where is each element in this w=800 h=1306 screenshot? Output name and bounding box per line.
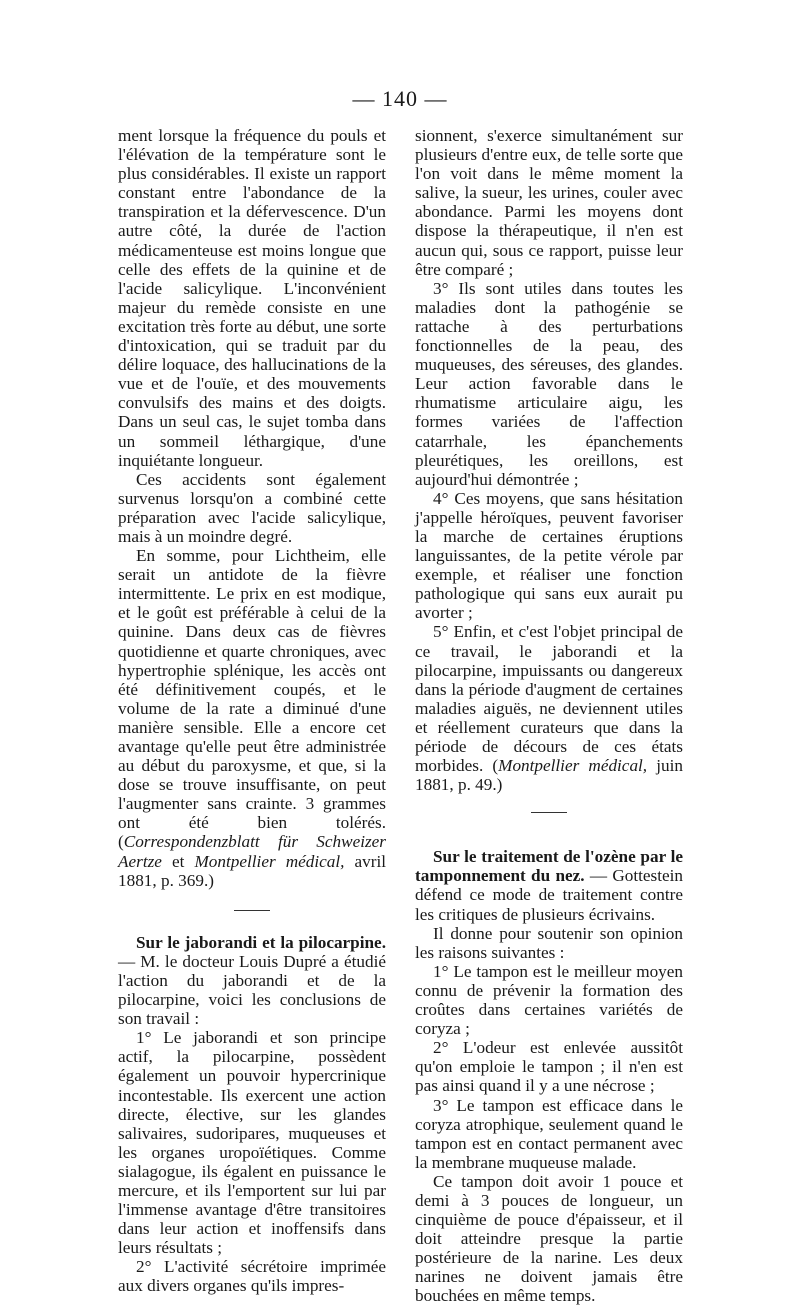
- paragraph-text: juin 1881, p. 49.): [415, 756, 683, 795]
- paragraph-text: — M. le docteur Louis Dupré a étudié l'action du jaborandi et de la pilocarpine, voici les conclusions de son travail :: [118, 951, 386, 1029]
- section-divider: [234, 910, 270, 911]
- paragraph: ment lorsque la fréquence du pouls et l'élévation de la température sont le plus considérables. Il existe un rapport constant entre l'abondance de la transpiration et la défervescence. D'un autre côté, la durée de l'action médicamenteuse est moins longue que celle des effets de la quinine et de l'acide salicylique. L'inconvénient majeur du remède consiste en une excitation très forte au début, une sorte d'intoxication, qui se traduit par du délire loquace, des hallucinations de la vue et de l'ouïe, et des mouvements convulsifs des mains et des doigts. Dans un seul cas, le sujet tomba dans un sommeil léthargique, d'une inquiétante longueur.: [118, 126, 386, 470]
- paragraph: Il donne pour soutenir son opinion les raisons suivantes :: [415, 923, 683, 962]
- paragraph: [415, 622, 683, 794]
- section-divider: [531, 812, 567, 813]
- article-paragraph: [118, 933, 386, 1028]
- right-column: [415, 126, 683, 1306]
- paragraph: Ce tampon doit avoir 1 pouce et demi à 3 pouces de longueur, un cinquième de pouce d'épaisseur, et il doit atteindre presque la partie postérieure de la narine. Les deux narines ne doivent jamais être bouchées en même temps.: [415, 1171, 683, 1306]
- article-heading: Sur le jaborandi et la pilocarpine.: [136, 932, 386, 952]
- paragraph-text: et: [161, 851, 195, 871]
- paragraph: 3° Ils sont utiles dans toutes les maladies dont la pathogénie se rattache à des perturbations fonctionnelles de la peau, des muqueuses, des séreuses, des glandes. Leur action favorable dans le rhumatisme articulaire aigu, les formes variées de l'affection catarrhale, les épanchements pleurétiques, les oreillons, est aujourd'hui démontrée ;: [415, 278, 683, 489]
- paragraph: [118, 546, 386, 890]
- paragraph: 1° Le tampon est le meilleur moyen connu de prévenir la formation des croûtes dans certaines variétés de coryza ;: [415, 961, 683, 1039]
- paragraph-text: avril 1881, p. 369.): [118, 851, 386, 890]
- paragraph: sionnent, s'exerce simultanément sur plusieurs d'entre eux, de telle sorte que l'on voit dans le même moment la salive, la sueur, les urines, couler avec abondance. Parmi les moyens dont dispose la thérapeutique, il n'en est aucun qui, sous ce rapport, puisse leur être comparé ;: [415, 126, 683, 279]
- article-heading: Sur le traitement de l'ozène par le tamponnement du nez.: [415, 847, 683, 886]
- paragraph: 2° L'odeur est enlevée aussitôt qu'on emploie le tampon ; il n'en est pas ainsi quand il y a une nécrose ;: [415, 1038, 683, 1096]
- paragraph-text: En somme, pour Lichtheim, elle serait un antidote de la fièvre intermittente. Le prix en est modique, et le goût est préférable à celui de la quinine. Dans deux cas de fièvres quotidienne et quarte chroniques, avec hypertrophie splénique, les accès ont été définitivement coupés, et le volume de la rate a diminué d'une manière sensible. Elle a encore cet avantage qu'elle peut être administrée au début du paroxysme, et que, si la dose se trouve insuffisante, on peut l'augmenter sans crainte. 3 grammes ont été bien tolérés. (: [118, 546, 386, 852]
- source-citation: Correspondenzblatt für Schweizer Aertze: [118, 832, 386, 871]
- source-citation: Montpellier médical,: [194, 851, 345, 871]
- paragraph: 3° Le tampon est efficace dans le coryza atrophique, seulement quand le tampon est en contact permanent avec la membrane muqueuse malade.: [415, 1095, 683, 1172]
- paragraph-text: 5° Enfin, et c'est l'objet principal de ce travail, le jaborandi et la pilocarpine, impuissants ou dangereux dans la période d'augment de certaines maladies aiguës, ne deviennent utiles et réellement curateurs que dans la période de décours de ces états morbides. (: [415, 622, 683, 776]
- paragraph: Ces accidents sont également survenus lorsqu'on a combiné cette préparation avec l'acide salicylique, mais à un moindre degré.: [118, 469, 386, 546]
- left-column: [118, 126, 386, 1296]
- source-citation: Montpellier médical,: [498, 756, 648, 776]
- paragraph-text: — Gottestein défend ce mode de traitement contre les critiques de plusieurs écrivains.: [415, 866, 683, 924]
- article-paragraph: [415, 847, 683, 923]
- paragraph: 2° L'activité sécrétoire imprimée aux divers organes qu'ils impres-: [118, 1257, 386, 1296]
- page-number: — 140 —: [352, 86, 448, 111]
- paragraph: 1° Le jaborandi et son principe actif, la pilocarpine, possèdent également un pouvoir hypercrinique incontestable. Ils exercent une action directe, élective, sur les glandes salivaires, sudoripares, muqueuses et les organes uropoïétiques. Comme sialagogue, ils égalent en puissance le mercure, et ils l'emportent sur lui par l'immense avantage d'être transitoires dans leur action et inoffensifs dans leurs résultats ;: [118, 1028, 386, 1258]
- paragraph: 4° Ces moyens, que sans hésitation j'appelle héroïques, peuvent favoriser la marche de certaines éruptions languissantes, de la petite vérole par exemple, et réaliser une fonction pathologique qui sans eux aurait pu avorter ;: [415, 488, 683, 623]
